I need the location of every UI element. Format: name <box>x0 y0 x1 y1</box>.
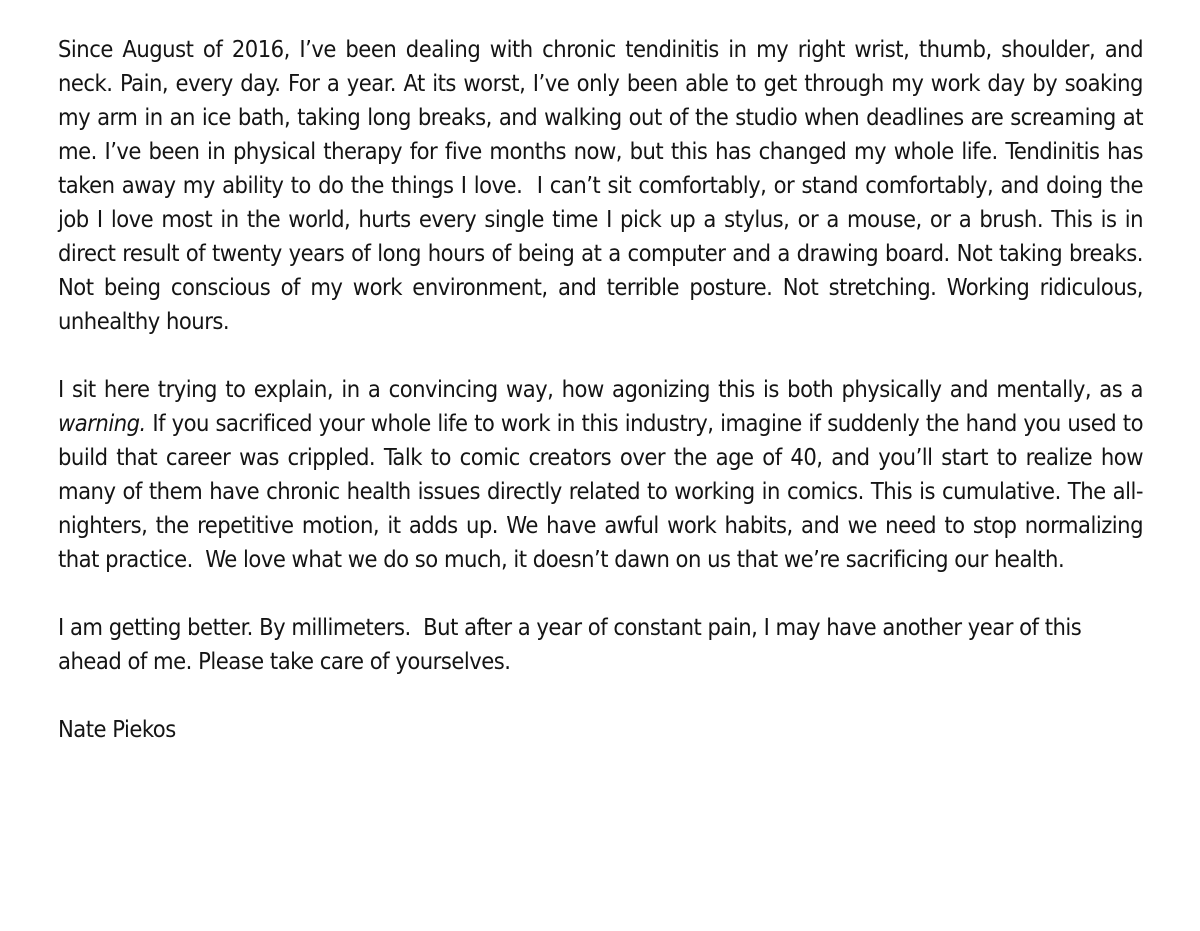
paragraph-warning <box>58 372 1150 576</box>
paragraph-tendinitis-history: Since August of 2016, I’ve been dealing with chronic tendinitis in my right wrist, thumb, shoulder, and neck. Pain, every day. For a year. At its worst, I’ve only been able to get through my work day by soaking my arm in an ice bath, taking long breaks, and walking out of the studio when deadlines are screaming at me. I’ve been in physical therapy for five months now, but this has changed my whole life. Tendinitis has taken away my ability to do the things I love. I can’t sit comfortably, or stand comfortably, and doing the job I love most in the world, hurts every single time I pick up a stylus, or a mouse, or a brush. This is in direct result of twenty years of long hours of being at a computer and a drawing board. Not taking breaks. Not being conscious of my work environment, and terrible posture. Not stretching. Working ridiculous, unhealthy hours. <box>58 35 1150 335</box>
paragraph-recovery: I am getting better. By millimeters. But after a year of constant pain, I may have another year of this ahead of me. Please take care of yourselves. <box>58 613 1088 675</box>
paragraph-warning-before: I sit here trying to explain, in a convincing way, how agonizing this is both physically and mentally, as a <box>58 375 1150 403</box>
warning-emphasis: warning. <box>58 409 146 437</box>
letter <box>58 32 1150 746</box>
paragraph-warning-after: If you sacrificed your whole life to work in this industry, imagine if suddenly the hand you used to build that career was crippled. Talk to comic creators over the age of 40, and you’ll start to realize how many of them have chronic health issues directly related to working in comics. This is cumulative. The all-nighters, the repetitive motion, it adds up. We have awful work habits, and we need to stop normalizing that practice. We love what we do so much, it doesn’t dawn on us that we’re sacrificing our health. <box>58 409 1150 573</box>
signature: Nate Piekos <box>58 715 176 743</box>
